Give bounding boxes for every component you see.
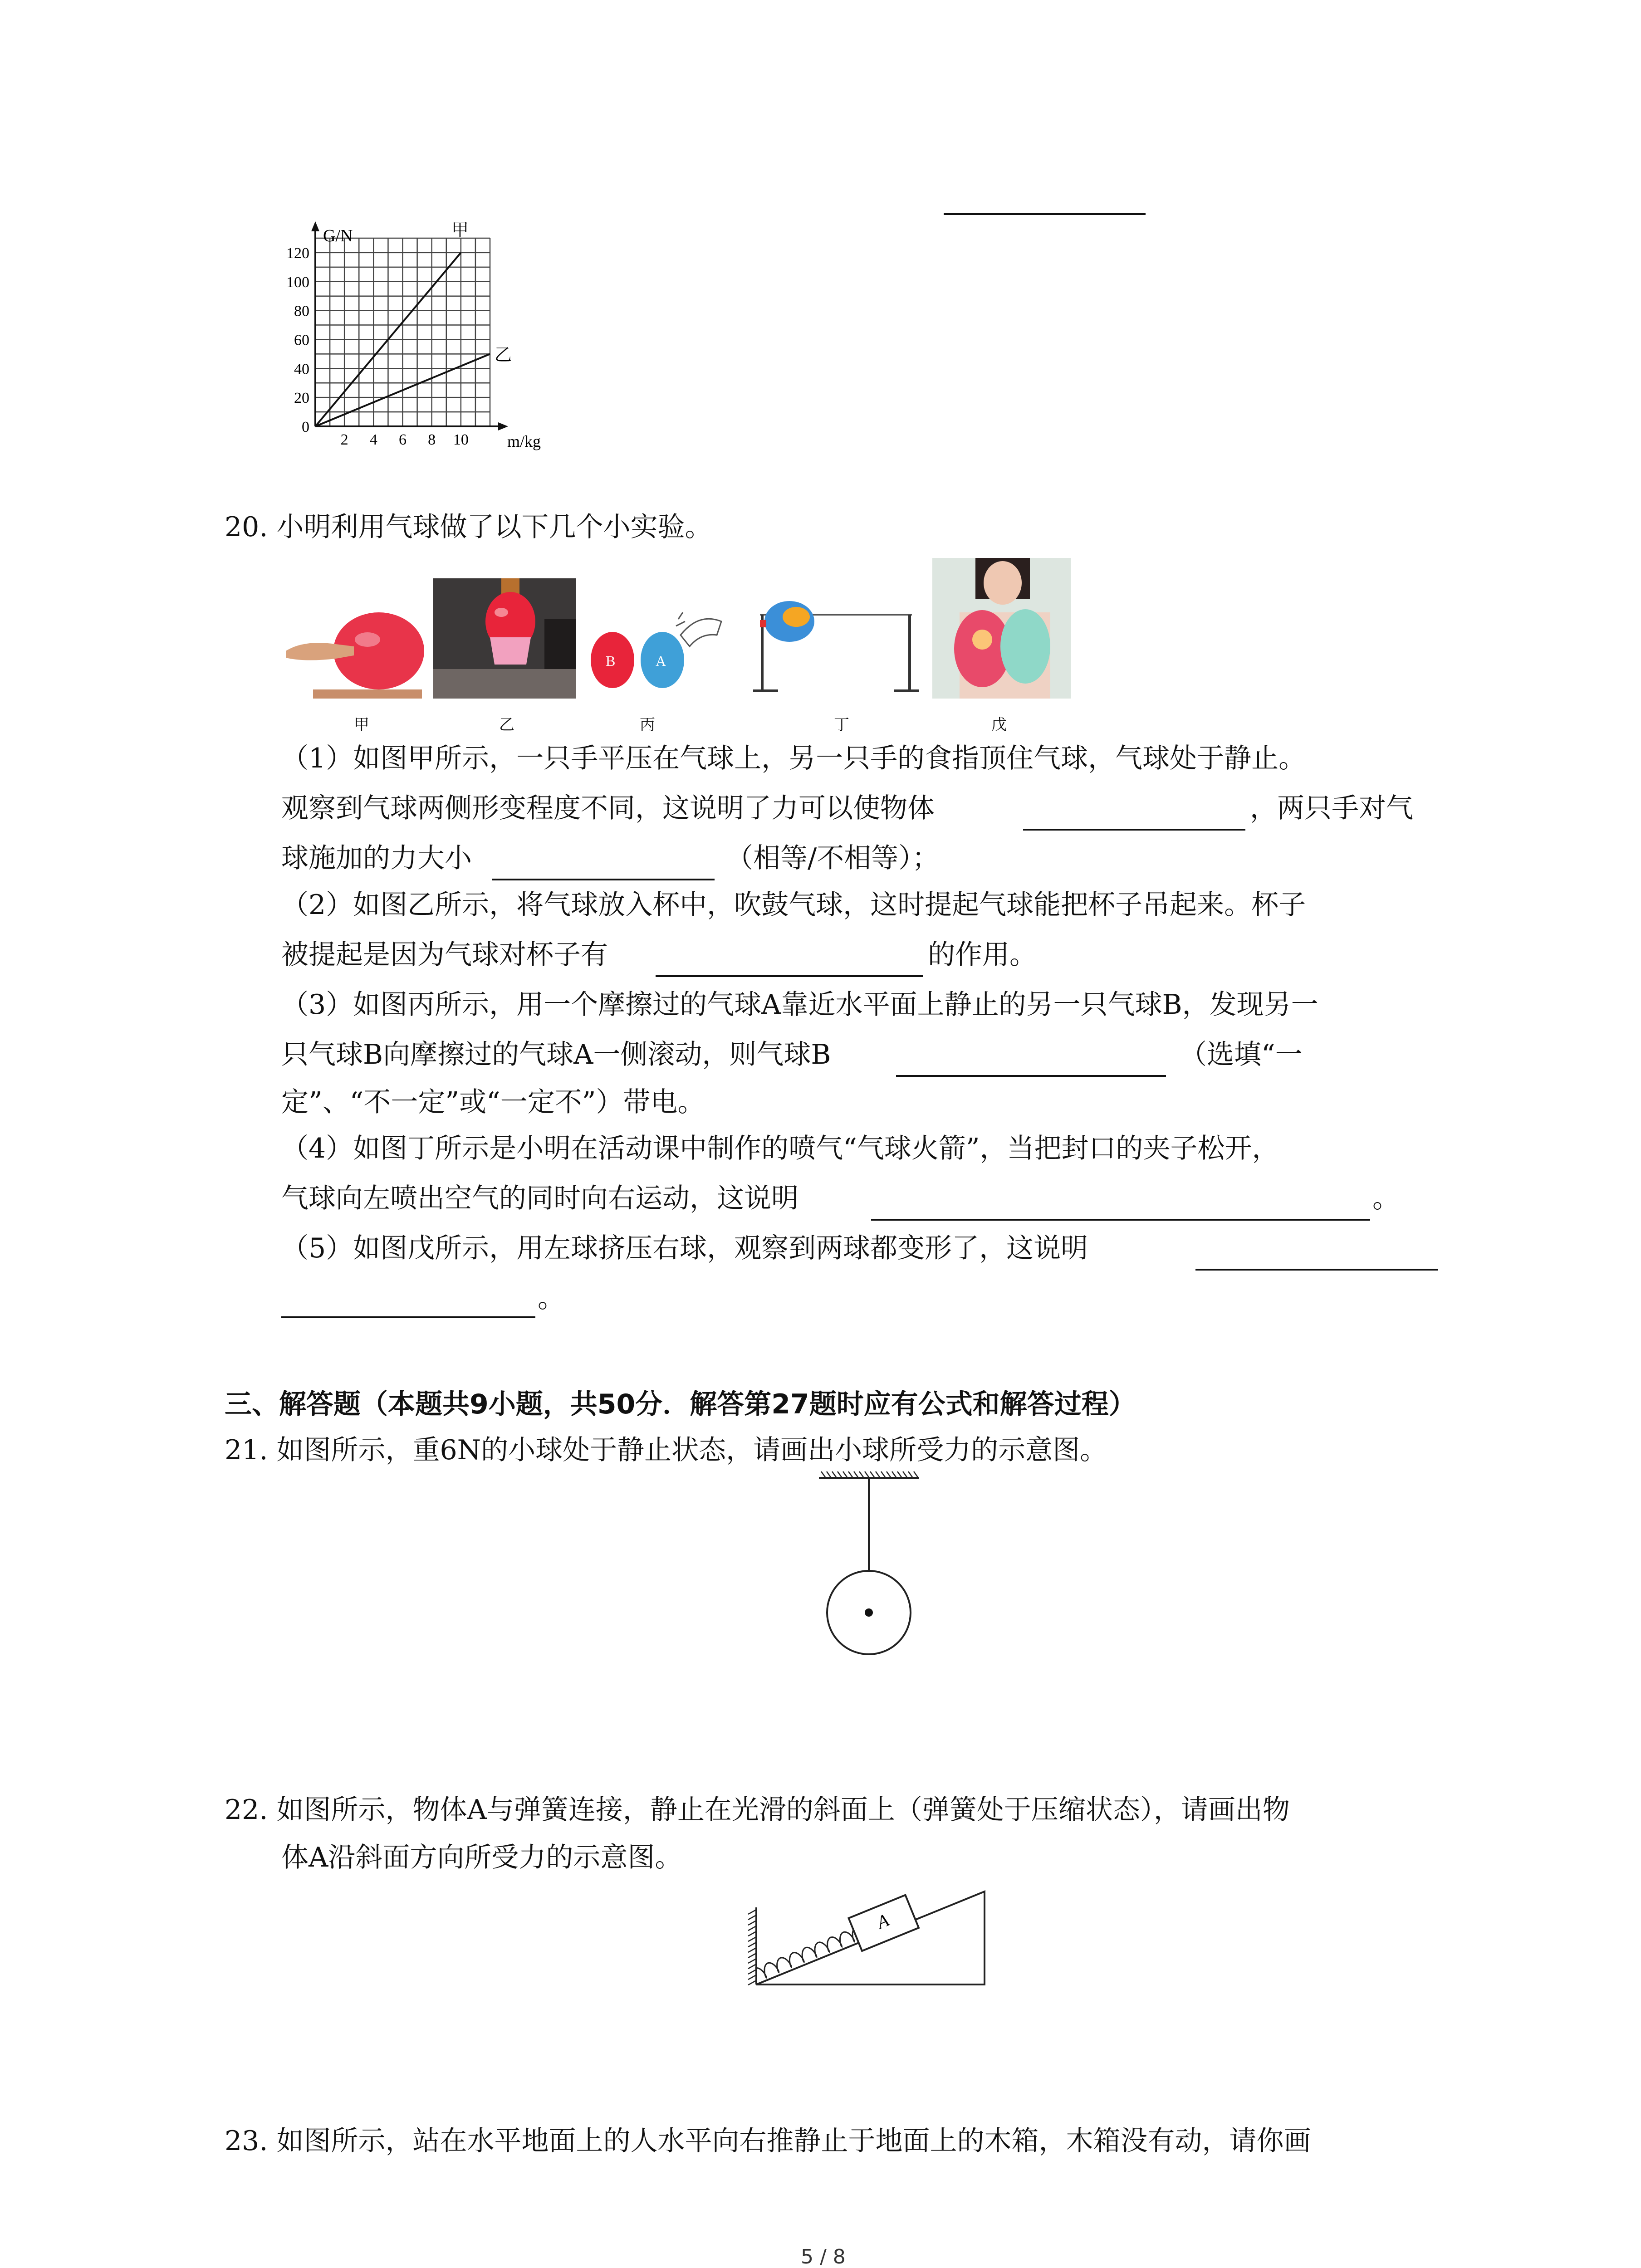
caption-ding: 丁 — [834, 716, 849, 734]
answer-blank-top[interactable] — [944, 213, 1146, 215]
ceiling-hatch-mark — [821, 1471, 826, 1478]
q20-p3-line2-tail: （选填“一 — [1180, 1039, 1303, 1070]
ceiling-hatch-mark — [827, 1471, 831, 1478]
ceiling-hatch-mark — [838, 1471, 842, 1478]
page-number: 5 / 8 — [801, 2245, 846, 2268]
x-axis-label: m/kg — [507, 432, 541, 450]
block-A-label: A — [873, 1909, 892, 1933]
y-axis-label: G/N — [323, 226, 353, 245]
q20-p2-line2-tail: 的作用。 — [928, 939, 1037, 971]
ceiling-hatch-mark — [865, 1471, 869, 1478]
ceiling-hatch-mark — [897, 1471, 902, 1478]
ceiling-hatch-mark — [859, 1471, 864, 1478]
q20-p1-line2: 观察到气球两侧形变程度不同，这说明了力可以使物体 — [281, 792, 935, 824]
ceiling-hatch-mark — [843, 1471, 847, 1478]
q20-p2-line2: 被提起是因为气球对杯子有 — [281, 939, 608, 971]
q23-line1: 23. 如图所示，站在水平地面上的人水平向右推静止于地面上的木箱，木箱没有动，请你画 — [225, 2125, 1311, 2157]
ceiling-hatch-mark — [881, 1471, 886, 1478]
q20-p1-line3: 球施加的力大小 — [281, 842, 472, 874]
x-tick-label: 4 — [369, 431, 377, 448]
q20-p5-line1: （5）如图戊所示，用左球挤压右球，观察到两球都变形了，这说明 — [281, 1232, 1088, 1264]
balloon-figure-yi — [433, 578, 576, 699]
wall-hatch-mark — [748, 1948, 756, 1952]
x-tick-label: 2 — [340, 431, 348, 448]
section-3-title: 三、解答题（本题共9小题，共50分．解答第27题时应有公式和解答过程） — [225, 1388, 1136, 1420]
x-tick-label: 8 — [428, 431, 436, 448]
q22-line2: 体A沿斜面方向所受力的示意图。 — [281, 1842, 682, 1873]
caption-bing: 丙 — [640, 716, 655, 734]
answer-blank-2[interactable] — [656, 975, 923, 977]
ball-center-dot — [865, 1608, 873, 1617]
ceiling-hatch-mark — [848, 1471, 853, 1478]
answer-blank-1a[interactable] — [1023, 829, 1245, 831]
balloon-figure-jia — [286, 608, 426, 699]
q21-stem: 21. 如图所示，重6N的小球处于静止状态，请画出小球所受力的示意图。 — [225, 1434, 1107, 1466]
wall-hatch-mark — [748, 1975, 756, 1980]
wall-hatch-mark — [748, 1980, 756, 1985]
balloon-figure-wu — [932, 558, 1071, 699]
q20-p4-line1: （4）如图丁所示是小明在活动课中制作的喷气“气球火箭”，当把封口的夹子松开， — [281, 1133, 1279, 1164]
q20-p2-line1: （2）如图乙所示，将气球放入杯中，吹鼓气球，这时提起气球能把杯子吊起来。杯子 — [281, 889, 1306, 921]
answer-blank-5b[interactable] — [281, 1316, 535, 1318]
q20-p3-line3: 定”、“不一定”或“一定不”）带电。 — [281, 1086, 705, 1118]
wall-hatch-mark — [748, 1921, 756, 1925]
answer-blank-4[interactable] — [871, 1219, 1370, 1221]
ceiling-hatch-mark — [870, 1471, 875, 1478]
y-tick-label: 80 — [294, 303, 309, 320]
q20-p3-line2: 只气球B向摩擦过的气球A一侧滚动，则气球B — [281, 1039, 831, 1070]
line-label-yi: 乙 — [495, 346, 512, 365]
q22-line1: 22. 如图所示，物体A与弹簧连接，静止在光滑的斜面上（弹簧处于压缩状态），请画出物 — [225, 1794, 1290, 1826]
ceiling-hatch-mark — [832, 1471, 837, 1478]
y-tick-label: 120 — [286, 244, 309, 262]
wall-hatch-mark — [748, 1970, 756, 1974]
wall-hatch-mark — [748, 1942, 756, 1947]
y-tick-label: 20 — [294, 390, 309, 407]
answer-blank-1b[interactable] — [492, 879, 715, 880]
q20-p1-line2-tail: ，两只手对气 — [1250, 792, 1413, 824]
caption-yi: 乙 — [499, 716, 514, 734]
q20-p4-line2-tail: 。 — [1372, 1183, 1400, 1214]
wall-hatch-mark — [748, 1926, 756, 1931]
balloon-figure-ding — [753, 596, 926, 699]
hanging-ball-figure — [808, 1470, 935, 1660]
balloon-figure-bing — [588, 608, 737, 699]
q20-p4-line2: 气球向左喷出空气的同时向右运动，这说明 — [281, 1183, 798, 1214]
x-axis-arrow — [498, 422, 508, 430]
x-tick-label: 10 — [453, 431, 469, 448]
incline-spring-figure — [742, 1878, 996, 1996]
y-tick-label: 40 — [294, 361, 309, 378]
ceiling-hatch-mark — [903, 1471, 907, 1478]
wall-hatch-mark — [748, 1953, 756, 1958]
wall-hatch-mark — [748, 1910, 756, 1914]
y-axis-arrow — [311, 221, 319, 231]
answer-blank-3[interactable] — [896, 1075, 1166, 1077]
weight-mass-graph — [272, 213, 572, 458]
y-tick-label: 0 — [302, 419, 309, 435]
ceiling-hatch-mark — [892, 1471, 896, 1478]
balloon-figures — [286, 558, 1511, 734]
answer-blank-5a[interactable] — [1195, 1269, 1438, 1271]
ceiling-hatch-mark — [854, 1471, 858, 1478]
balloon-label-B: B — [606, 653, 616, 669]
q20-p1-line1: （1）如图甲所示，一只手平压在气球上，另一只手的食指顶住气球，气球处于静止。 — [281, 743, 1306, 774]
balloon-label-A: A — [656, 653, 666, 669]
wall-hatch-mark — [748, 1931, 756, 1936]
wall-hatch-mark — [748, 1915, 756, 1920]
ceiling-hatch-mark — [908, 1471, 913, 1478]
line-label-jia: 甲 — [451, 221, 469, 240]
caption-jia: 甲 — [354, 716, 369, 734]
caption-wu: 戊 — [991, 716, 1007, 734]
q20-p3-line1: （3）如图丙所示，用一个摩擦过的气球A靠近水平面上静止的另一只气球B，发现另一 — [281, 989, 1318, 1021]
wall-hatch-mark — [748, 1959, 756, 1963]
y-tick-label: 60 — [294, 332, 309, 349]
y-tick-label: 100 — [286, 274, 309, 291]
ceiling-hatch-mark — [887, 1471, 891, 1478]
ceiling-hatch-mark — [876, 1471, 880, 1478]
x-tick-label: 6 — [399, 431, 407, 448]
q20-stem: 20. 小明利用气球做了以下几个小实验。 — [225, 511, 712, 543]
ceiling-hatch-mark — [914, 1471, 918, 1478]
graph-grid — [315, 238, 490, 426]
q20-p5-line2-tail: 。 — [538, 1282, 565, 1314]
q20-p1-line3-tail: （相等/不相等）； — [726, 842, 940, 874]
wall-hatch-mark — [748, 1937, 756, 1941]
spring-coil — [755, 1927, 856, 1978]
